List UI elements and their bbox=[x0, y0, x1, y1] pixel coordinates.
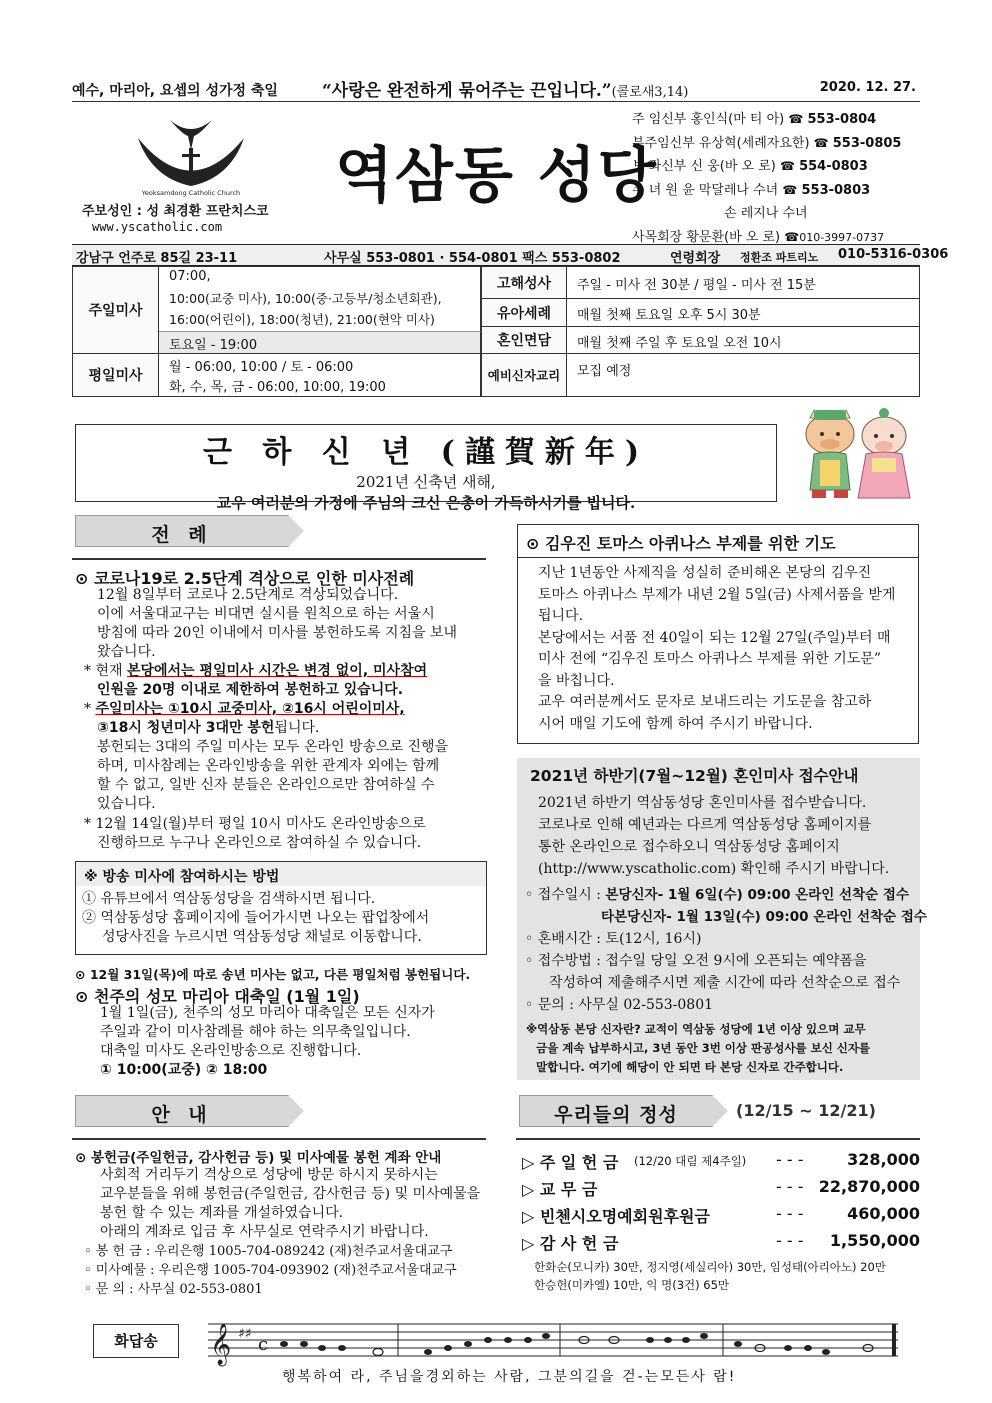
weekday-mass-label: 평일미사 bbox=[73, 354, 159, 396]
address: 강남구 언주로 85길 23-11 bbox=[76, 251, 238, 266]
online-note bbox=[97, 738, 448, 814]
newyear-line: 교우 여러분의 가정에 주님의 크신 은총이 가득하시기를 빕니다. bbox=[216, 494, 636, 512]
note-prefix: * bbox=[84, 701, 96, 717]
staff-phone: 010-3997-0737 bbox=[799, 230, 885, 244]
text-line: 왔습니다. bbox=[97, 644, 156, 660]
staff-name: 사목회장 황문환(바 오 로) bbox=[632, 229, 781, 245]
phone-icon: ☎ bbox=[784, 229, 800, 244]
address-bar bbox=[72, 244, 949, 266]
feast-title: 예수, 마리아, 요셉의 성가정 축일 bbox=[72, 83, 278, 99]
website-link[interactable]: www.yscatholic.com bbox=[92, 220, 223, 234]
text-line: 방침에 따라 20인 이내에서 미사를 봉헌하도록 지침을 보내 bbox=[97, 625, 458, 641]
prayer-title: ⊙ 김우진 토마스 아퀴나스 부제를 위한 기도 bbox=[526, 534, 836, 553]
phone-icon: ☎ bbox=[779, 159, 795, 173]
text-line: 작성하여 제출해주시면 제출 시간에 따라 선착순으로 접수 bbox=[549, 975, 901, 991]
text-line: 교우 여러분께서도 문자로 보내드리는 기도문을 참고하 bbox=[538, 694, 872, 710]
offering-amount: 328,000 bbox=[847, 1150, 920, 1169]
method-title: ※ 방송 미사에 참여하시는 방법 bbox=[84, 869, 280, 885]
sunday-line: 10:00(교중 미사), 10:00(중·고등부/청소년회관), bbox=[169, 291, 442, 306]
offering-dash: - - - bbox=[776, 1204, 804, 1223]
motto-reference: (콜로새3,14) bbox=[611, 85, 689, 100]
sunday-line: 16:00(어린이), 18:00(청년), 21:00(현악 미사) bbox=[169, 312, 435, 327]
text-line: 금을 계속 납부하시고, 3년 동안 3번 이상 판공성사를 보신 신자를 bbox=[536, 1041, 871, 1055]
contact-phone: 010-5316-0306 bbox=[838, 247, 949, 262]
note-bold: 본당에서는 평일미사 시간은 변경 없이, 미사참여 bbox=[126, 663, 428, 679]
offering-label: ▷ 빈첸시오명예회원후원금 bbox=[522, 1207, 710, 1226]
new-year-eve-note: ⊙ 12월 31일(목)에 따로 송년 미사는 없고, 다른 평일처럼 봉헌됩니다. bbox=[75, 967, 471, 982]
text-line: 진행하므로 누구나 온라인으로 참여하실 수 있습니다. bbox=[97, 835, 422, 851]
offering-heading: 우리들의 정성 bbox=[554, 1104, 678, 1126]
donor-list bbox=[534, 1258, 886, 1294]
text-line: 미사 전에 “김우진 토마스 아퀴나스 부제를 위한 기도문” bbox=[538, 651, 881, 667]
newyear-line: 2021년 신축년 새해, bbox=[356, 473, 496, 491]
sunday-mass-times bbox=[159, 267, 481, 332]
mary-solemnity-title: ⊙ 천주의 성모 마리아 대축일 (1월 1일) bbox=[75, 987, 360, 1006]
account-body bbox=[100, 1166, 480, 1242]
confession-value: 주일 - 미사 전 30분 / 평일 - 미사 전 15분 bbox=[577, 278, 816, 293]
text-line: 코로나로 인해 예년과는 다르게 역삼동성당 홈페이지를 bbox=[538, 817, 872, 833]
text-line: 성당사진을 누르시면 역삼동성당 채널로 이동합니다. bbox=[102, 929, 422, 945]
text-line: 말합니다. 여기에 해당이 안 되면 타 본당 신자로 간주합니다. bbox=[536, 1060, 844, 1074]
text-line: 됩니다. bbox=[538, 608, 584, 624]
church-logo-icon bbox=[130, 108, 252, 198]
svg-text:𝄞: 𝄞 bbox=[210, 1324, 232, 1365]
text-line: 주일과 같이 미사참례를 해야 하는 의무축일입니다. bbox=[100, 1024, 411, 1040]
text-line: ② 역삼동성당 홈페이지에 들어가시면 나오는 팝업창에서 bbox=[82, 910, 430, 926]
marriage-time bbox=[567, 327, 919, 354]
note-tail: 됩니다. bbox=[274, 720, 320, 736]
header-arrow bbox=[288, 1095, 304, 1127]
patron-saint: 주보성인 : 성 최경환 프란치스코 bbox=[82, 204, 269, 219]
wedding-body bbox=[538, 792, 889, 880]
account-line: ◦ 문 의 : 사무실 02-553-0801 bbox=[84, 1282, 263, 1297]
text-line: 하며, 미사참례는 온라인방송을 위한 관계자 외에는 함께 bbox=[97, 758, 440, 774]
catechism-label: 예비신자교리 bbox=[481, 354, 567, 396]
text-line: 본당에서는 서품 전 40일이 되는 12월 27일(주일)부터 매 bbox=[538, 629, 891, 646]
music-staff-icon bbox=[208, 1316, 902, 1368]
offering-amount: 22,870,000 bbox=[818, 1177, 920, 1196]
offering-label: ▷ 교 무 금 bbox=[522, 1180, 598, 1199]
text-line: 2021년 하반기 역삼동성당 혼인미사를 접수받습니다. bbox=[538, 795, 867, 811]
contact-label: 연령회장 bbox=[670, 251, 721, 266]
mary-solemnity-body bbox=[100, 1004, 435, 1080]
mass-times: ① 10:00(교중) ② 18:00 bbox=[100, 1062, 268, 1078]
weekday-online-note bbox=[84, 815, 426, 853]
wedding-time: ◦ 혼배시간 : 토(12시, 16시) bbox=[525, 931, 702, 947]
offering-label: ▷ 주 일 헌 금 bbox=[522, 1153, 619, 1172]
ox-couple-illustration-icon bbox=[792, 404, 920, 504]
offering-dash: - - - bbox=[776, 1231, 804, 1250]
text-line: 봉헌되는 3대의 주일 미사는 모두 온라인 방송으로 진행을 bbox=[97, 739, 449, 755]
date-value: 타본당신자- 1월 13일(수) 09:00 온라인 선착순 접수 bbox=[601, 909, 927, 925]
staff-phone: 553-0804 bbox=[807, 112, 877, 127]
text-line: ◦ 접수방법 : 접수일 당일 오전 9시에 오픈되는 예약폼을 bbox=[525, 953, 867, 969]
staff-name: 수 녀 원 윤 막달레나 수녀 bbox=[632, 182, 779, 198]
psalm-lyrics: 행복하여 라, 주님을경외하는 사람, 그분의길을 걷-는모든사 람! bbox=[282, 1369, 737, 1385]
bulletin-date: 2020. 12. 27. bbox=[819, 80, 916, 95]
offering-section-header bbox=[519, 1095, 713, 1127]
sunday-mass-label: 주일미사 bbox=[73, 267, 159, 354]
divider bbox=[72, 558, 486, 560]
text-line: 봉헌 할 수 있는 계좌를 개설하였습니다. bbox=[100, 1205, 344, 1221]
staff-phone: 554-0803 bbox=[799, 159, 868, 174]
text-line: 있습니다. bbox=[97, 796, 156, 812]
offering-row bbox=[522, 1148, 922, 1174]
donor-line: 한화순(모니카) 30만, 정지영(세실리아) 30만, 임성태(아리아노) 20만 bbox=[534, 1260, 886, 1274]
motto bbox=[322, 76, 688, 101]
text-line: ※역삼동 본당 신자란? 교적이 역삼동 성당에 1년 이상 있으며 교무 bbox=[526, 1022, 866, 1036]
broadcast-method-box bbox=[75, 861, 487, 955]
header-arrow bbox=[288, 515, 304, 547]
marriage-label: 혼인면담 bbox=[481, 327, 567, 354]
sunday-note bbox=[84, 700, 405, 738]
text-line: 시어 매일 기도에 함께 하여 주시기 바랍니다. bbox=[538, 715, 813, 732]
parish-name: 역삼동 성당 bbox=[335, 141, 658, 211]
staff-row bbox=[632, 132, 922, 156]
offering-label: ▷ 감 사 헌 금 bbox=[522, 1234, 619, 1253]
weekday-line: 화, 수, 목, 금 - 06:00, 10:00, 19:00 bbox=[169, 380, 386, 395]
weekday-line: 월 - 06:00, 10:00 / 토 - 06:00 bbox=[169, 360, 354, 375]
donor-line: 한승헌(미카엘) 10만, 익 명(3건) 65만 bbox=[534, 1278, 730, 1292]
text-line: 대축일 미사도 온라인방송으로 진행합니다. bbox=[100, 1043, 362, 1059]
offering-row bbox=[522, 1175, 922, 1201]
responsorial-psalm-label: 화답송 bbox=[93, 1324, 179, 1358]
catechism-value: 모집 예정 bbox=[577, 364, 632, 379]
prayer-body bbox=[538, 563, 895, 735]
svg-text:c: c bbox=[258, 1334, 269, 1355]
account-list bbox=[84, 1242, 457, 1299]
text-line: 통한 온라인으로 접수하오니 역삼동성당 홈페이지 bbox=[538, 839, 840, 855]
text-line: 아래의 계좌로 입금 후 사무실로 연락주시기 바랍니다. bbox=[100, 1224, 429, 1240]
newyear-greeting bbox=[75, 424, 777, 512]
staff-row bbox=[632, 179, 922, 203]
liturgy-section-header bbox=[75, 515, 289, 547]
staff-phone: 553-0803 bbox=[801, 182, 871, 198]
weekday-mass-times bbox=[159, 354, 481, 396]
phone-icon: ☎ bbox=[813, 135, 829, 150]
offering-amount: 460,000 bbox=[847, 1204, 920, 1223]
offering-dash: - - - bbox=[776, 1150, 804, 1169]
baptism-value: 매월 첫째 토요일 오후 5시 30분 bbox=[577, 308, 761, 323]
staff-phone: 553-0805 bbox=[832, 135, 902, 151]
covid-mass-body bbox=[97, 586, 457, 662]
text-line: 지난 1년동안 사제직을 성실히 준비해온 본당의 김우진 bbox=[538, 565, 872, 581]
saturday-mass bbox=[159, 332, 481, 354]
text-line: ① 유튜브에서 역삼동성당을 검색하시면 됩니다. bbox=[82, 891, 376, 907]
liturgy-heading: 전 례 bbox=[151, 524, 213, 546]
baptism-time bbox=[567, 299, 919, 327]
logo-caption: Yeoksamdong Catholic Church bbox=[141, 189, 241, 197]
note-bold: ③18시 청년미사 3대만 봉헌 bbox=[97, 720, 275, 736]
wedding-title: 2021년 하반기(7월~12월) 혼인미사 접수안내 bbox=[530, 767, 859, 785]
offering-dash: - - - bbox=[776, 1177, 804, 1196]
phone-icon: ☎ bbox=[782, 182, 798, 197]
divider bbox=[518, 557, 918, 558]
mass-schedule-table bbox=[72, 266, 920, 397]
divider bbox=[516, 1138, 920, 1140]
motto-text: “사랑은 완전하게 묶어주는 끈입니다.” bbox=[322, 81, 612, 101]
note-bold: 인원을 20명 이내로 제한하여 봉헌하고 있습니다. bbox=[97, 682, 404, 698]
offering-amount: 1,550,000 bbox=[829, 1231, 920, 1250]
weekday-note bbox=[84, 662, 427, 700]
offering-row bbox=[522, 1229, 922, 1255]
sunday-line: 07:00, bbox=[169, 269, 211, 284]
offering-row bbox=[522, 1202, 922, 1228]
text-line: 사회적 거리두기 격상으로 성당에 방문 하시지 못하시는 bbox=[100, 1167, 438, 1183]
note-prefix: * 현재 bbox=[84, 663, 127, 679]
staff-name: 주 임신부 홍인식(마 티 아) bbox=[632, 112, 785, 127]
top-strip bbox=[72, 78, 920, 102]
member-definition-note bbox=[526, 1020, 870, 1077]
staff-row bbox=[632, 108, 922, 132]
text-line: 을 바칩니다. bbox=[538, 672, 615, 689]
header-arrow bbox=[712, 1095, 728, 1127]
text-line: 12월 8일부터 코로나 2.5단계로 격상되었습니다. bbox=[97, 587, 399, 603]
notice-heading: 안 내 bbox=[151, 1104, 213, 1126]
marriage-value: 매월 첫째 주일 후 토요일 오전 10시 bbox=[577, 336, 782, 351]
account-line: ◦ 봉 헌 금 : 우리은행 1005-704-089242 (재)천주교서울대교구 bbox=[84, 1244, 453, 1259]
divider bbox=[72, 1138, 486, 1140]
saturday-line: 토요일 - 19:00 bbox=[169, 338, 258, 353]
office-phone: 사무실 553-0801 · 554-0801 팩스 553-0802 bbox=[324, 251, 621, 266]
confession-label: 고해성사 bbox=[481, 267, 567, 299]
svg-text:♯♯: ♯♯ bbox=[238, 1326, 252, 1342]
text-line: 할 수 없고, 일반 신자 분들은 온라인으로만 참여하실 수 bbox=[97, 777, 435, 793]
wedding-dates bbox=[525, 884, 927, 1016]
staff-name: 손 레지나 수녀 bbox=[724, 206, 808, 221]
contact-name: 정환조 파트리노 bbox=[740, 251, 819, 264]
text-line: 토마스 아퀴나스 부제가 내년 2월 5일(금) 사제서품을 받게 bbox=[538, 586, 896, 603]
confession-time bbox=[567, 267, 919, 299]
method-lines bbox=[82, 890, 429, 947]
staff-row bbox=[632, 202, 922, 226]
date-label: ◦ 접수일시 : bbox=[525, 887, 606, 903]
staff-name: 부주임신부 유상혁(세례자요한) bbox=[632, 135, 810, 151]
account-line: ◦ 미사예물 : 우리은행 1005-704-093902 (재)천주교서울대교구 bbox=[84, 1263, 457, 1278]
text-line: (http://www.yscatholic.com) 확인해 주시기 바랍니다. bbox=[538, 861, 890, 877]
offering-sub: (12/20 대림 제4주일) bbox=[634, 1154, 747, 1168]
text-line: 1월 1일(금), 천주의 성모 마리아 대축일은 모든 신자가 bbox=[100, 1005, 435, 1021]
text-line: 이에 서울대교구는 비대면 실시를 원칙으로 하는 서울시 bbox=[97, 606, 435, 622]
offering-period: (12/15 ~ 12/21) bbox=[736, 1101, 876, 1120]
text-line: 교우분들을 위해 봉헌금(주일헌금, 감사헌금 등) 및 미사예물을 bbox=[100, 1186, 481, 1202]
covid-mass-title: ⊙ 코로나19로 2.5단계 격상으로 인한 미사전례 bbox=[75, 569, 415, 588]
baptism-label: 유아세례 bbox=[481, 299, 567, 327]
staff-name: 보 좌신부 신 웅(바 오 로) bbox=[632, 159, 776, 174]
wedding-inquiry: ◦ 문의 : 사무실 02-553-0801 bbox=[525, 997, 714, 1013]
prayer-box bbox=[517, 524, 919, 744]
staff-list bbox=[632, 108, 922, 249]
note-bold: 주일미사는 ①10시 교중미사, ②16시 어린이미사, bbox=[95, 701, 405, 717]
newyear-title: 근 하 신 년 (謹賀新年) bbox=[202, 435, 650, 470]
date-value: 본당신자- 1월 6일(수) 09:00 온라인 선착순 접수 bbox=[605, 887, 909, 903]
account-title: ⊙ 봉헌금(주일헌금, 감사헌금 등) 및 미사예물 봉헌 계좌 안내 bbox=[75, 1150, 442, 1166]
phone-icon: ☎ bbox=[788, 112, 804, 126]
text-line: * 12월 14일(월)부터 평일 10시 미사도 온라인방송으로 bbox=[84, 816, 426, 832]
staff-row bbox=[632, 155, 922, 179]
catechism-info bbox=[567, 354, 919, 396]
notice-section-header bbox=[75, 1095, 289, 1127]
